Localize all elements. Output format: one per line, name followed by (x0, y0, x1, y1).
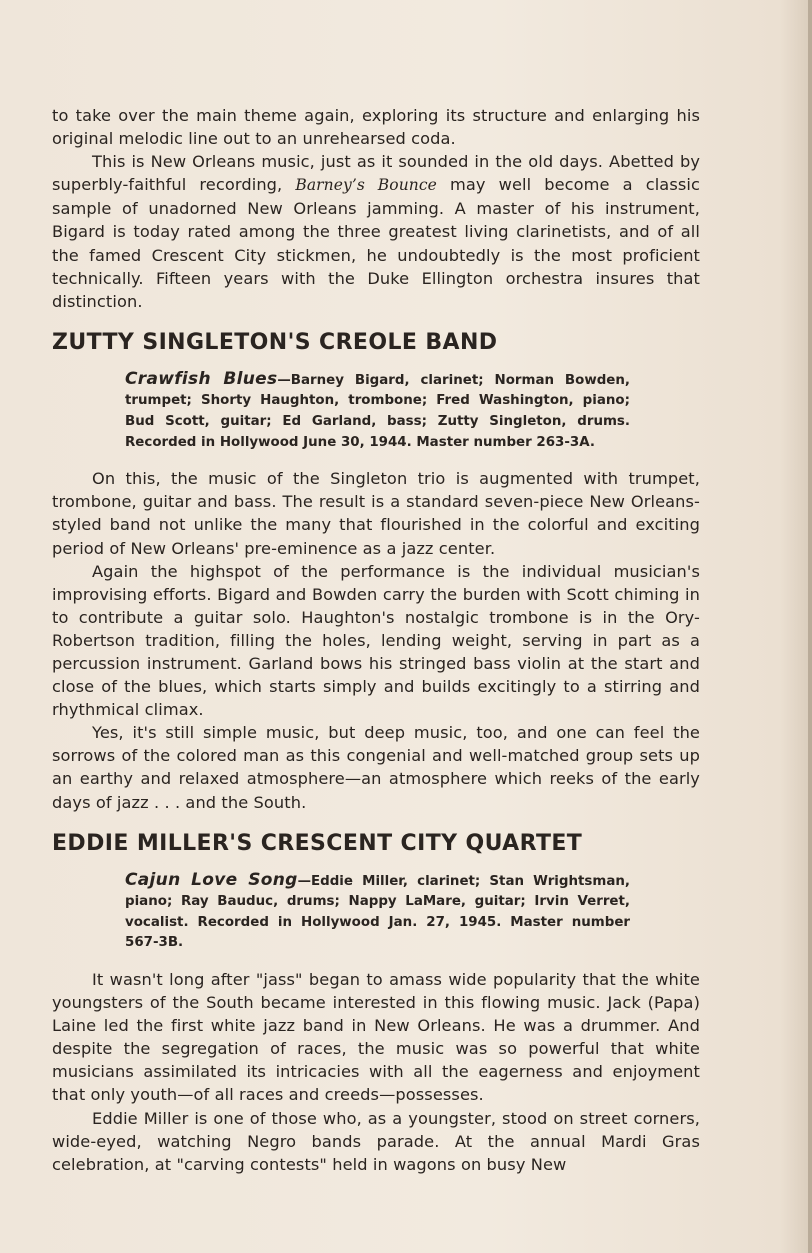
section-heading-eddie-miller: EDDIE MILLER'S CRESCENT CITY QUARTET (52, 830, 583, 856)
section2-paragraph-2: Eddie Miller is one of those who, as a youngster, stood on street corners, wide-eyed, watching Negro bands parade. At the annual Mardi Gras celebration, at "carving contests" held in wagons on busy New (52, 1108, 700, 1174)
record-title-barneys-bounce: Barney’s Bounce (295, 176, 437, 195)
song-title-cajun-love-song: Cajun Love Song (125, 869, 298, 890)
intro-paragraph-2 (52, 150, 700, 313)
credits-text: —Eddie Miller, clarinet; Stan Wrightsman, piano; Ray Bauduc, drums; Nappy LaMare, guitar; Irvin Verret, vocalist. Recorded in Hollywood Jan. 27, 1945. Master number 567-3B. (125, 873, 630, 951)
intro-paragraph-1: to take over the main theme again, exploring its structure and enlarging his original melodic line out to an unrehearsed coda. (52, 106, 700, 149)
song-title-crawfish-blues: Crawfish Blues (125, 368, 278, 389)
section2-paragraph-1: It wasn't long after "jass" began to amass wide popularity that the white youngsters of the South became interested in this flowing music. Jack (Papa) Laine led the first white jazz band in New Orleans. He was a drummer. And despite the segregation of races, the music was so powerful that white musicians assimilated its intricacies with all the eagerness and enjoyment that only youth—of all races and creeds—possesses. (52, 970, 700, 1105)
section-heading-zutty-singleton: ZUTTY SINGLETON'S CREOLE BAND (52, 329, 498, 355)
intro-paragraph-2-start: This is New Orleans music, just as it sounded in the old days. Abetted by superbly-faithful recording, (52, 152, 700, 195)
record-credits-cajun-love-song (125, 870, 630, 954)
section1-paragraph-1: On this, the music of the Singleton trio is augmented with trumpet, trombone, guitar and bass. The result is a standard seven-piece New Orleans-styled band not unlike the many that flourished in the colorful and exciting period of New Orleans' pre-eminence as a jazz center. (52, 469, 700, 558)
section1-paragraph-2: Again the highspot of the performance is the individual musician's improvising efforts. Bigard and Bowden carry the burden with Scott chiming in to contribute a guitar solo. Haughton's nostalgic trombone is in the Ory-Robertson tradition, filling the holes, lending weight, serving in part as a percussion instrument. Garland bows his stringed bass violin at the start and close of the blues, which starts simply and builds excitingly to a stirring and rhythmical climax. (52, 561, 700, 720)
page-edge (808, 0, 812, 1253)
page-content (52, 104, 700, 1176)
intro-paragraph-2-end: may well become a classic sample of unadorned New Orleans jamming. A master of his instrument, Bigard is today rated among the three greatest living clarinetists, and of all the famed Crescent City stickmen, he undoubtedly is the most proficient technically. Fifteen years with the Duke Ellington orchestra insures that distinction. (52, 175, 700, 311)
credits-text: —Barney Bigard, clarinet; Norman Bowden, trumpet; Shorty Haughton, trombone; Fred Washington, piano; Bud Scott, guitar; Ed Garland, bass; Zutty Singleton, drums. Recorded in Hollywood June 30, 1944. Master number 263-3A. (125, 372, 630, 450)
section1-paragraph-3: Yes, it's still simple music, but deep music, too, and one can feel the sorrows of the colored man as this congenial and well-matched group sets up an earthy and relaxed atmosphere—an atmosphere which reeks of the early days of jazz . . . and the South. (52, 723, 700, 812)
record-credits-crawfish-blues (125, 369, 630, 453)
